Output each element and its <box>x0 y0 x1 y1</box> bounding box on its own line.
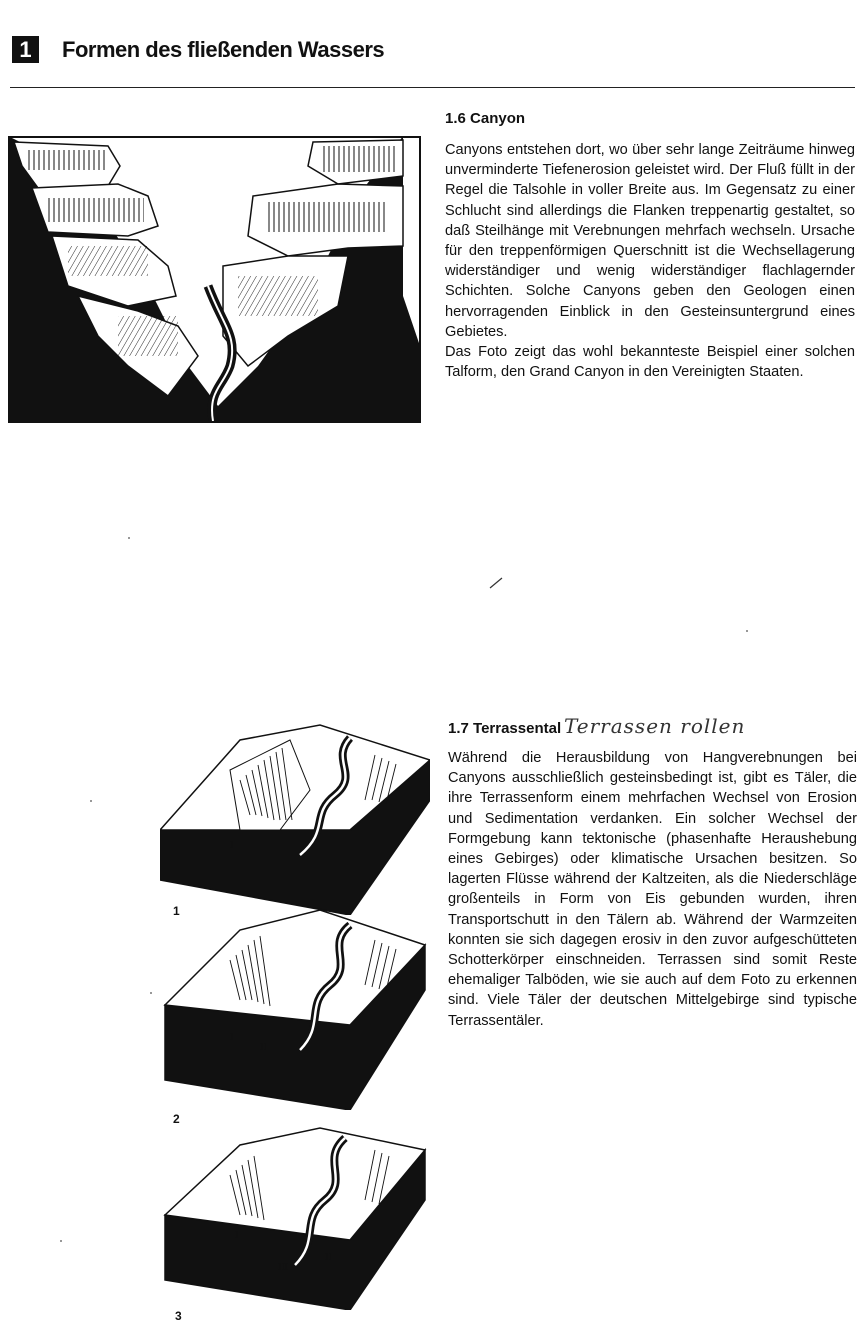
terrace-mark: I <box>235 1230 239 1241</box>
pencil-mark <box>488 576 508 590</box>
terrace-valley-diagram-3 <box>160 1120 430 1310</box>
terrace-mark: III <box>278 1262 288 1273</box>
handwritten-note: Terrassen rollen <box>564 714 746 738</box>
terrace-valley-diagram-1 <box>160 720 430 915</box>
terrace-mark: I <box>230 840 234 851</box>
scan-speck <box>90 800 92 802</box>
canyon-paragraph-1: Canyons entstehen dort, wo über sehr lange Zeiträume hinweg unverminderte Tiefenerosion geleistet wird. Der Fluß füllt in der Regel die Talsohle in voller Breite aus. Im Gegensatz zu einer Schlucht sind allerdings die Flanken treppenartig gestaltet, so daß Steilhänge mit Verebnungen mehrfach wechseln. Ursache für den treppenförmigen Querschnitt ist die Wechsellagerung widerständiger und wenig widerständiger flachlagernder Schichten. Solche Canyons geben den Geologen einen hervorragenden Einblick in den Gesteinsuntergrund eines Gebietes. <box>445 142 855 340</box>
canyon-paragraph-2: Das Foto zeigt das wohl bekannteste Beispiel einer solchen Talform, den Grand Canyon in den Vereinigten Staaten. <box>445 344 855 381</box>
section-heading-canyon: 1.6 Canyon <box>445 110 526 127</box>
terrace-mark: II <box>325 1252 332 1263</box>
scan-speck <box>746 630 748 632</box>
figure-label-3: 3 <box>175 1309 182 1323</box>
figure-label-1: 1 <box>173 904 180 918</box>
terrace-mark: II <box>260 1042 267 1053</box>
header-rule <box>10 87 855 88</box>
scan-speck <box>150 992 152 994</box>
page-title: Formen des fließenden Wassers <box>62 37 385 62</box>
section-heading-terrassental: 1.7 Terrassental <box>448 720 562 737</box>
terrace-valley-diagram-2 <box>160 890 430 1110</box>
chapter-number-badge: 1 <box>12 36 39 63</box>
canyon-block-diagram <box>8 136 428 426</box>
terrassental-body-text <box>448 748 857 1031</box>
figure-label-2: 2 <box>173 1112 180 1126</box>
scan-speck <box>60 1240 62 1242</box>
canyon-body-text <box>445 140 855 382</box>
scan-speck <box>128 537 130 539</box>
terrace-mark: I <box>230 1032 234 1043</box>
terrassental-paragraph: Während die Herausbildung von Hangverebnungen bei Canyons ausschließlich gesteinsbedingt ist, gibt es Täler, die ihre Terrassenform einem mehrfachen Wechsel von Erosion und Sedimentation verdanken. Ein solcher Wechsel der Formgebung kann tektonische (phasenhafte Heraushebung eines Gebirges) oder klimatische Ursachen besitzen. So lagerten Flüsse während der Kaltzeiten, als die Niederschläge großenteils in Form von Eis gebunden wurden, ihren Transportschutt in den Tälern ab. Während der Warmzeiten konnten sie sich dagegen erosiv in den zuvor aufgeschütteten Schotterkörper einschneiden. Terrassen sind somit Reste ehemaliger Talböden, wie sie auch auf dem Foto zu erkennen sind. Viele Täler der deutschen Mittelgebirge sind typische Terrassentäler. <box>448 750 857 1029</box>
